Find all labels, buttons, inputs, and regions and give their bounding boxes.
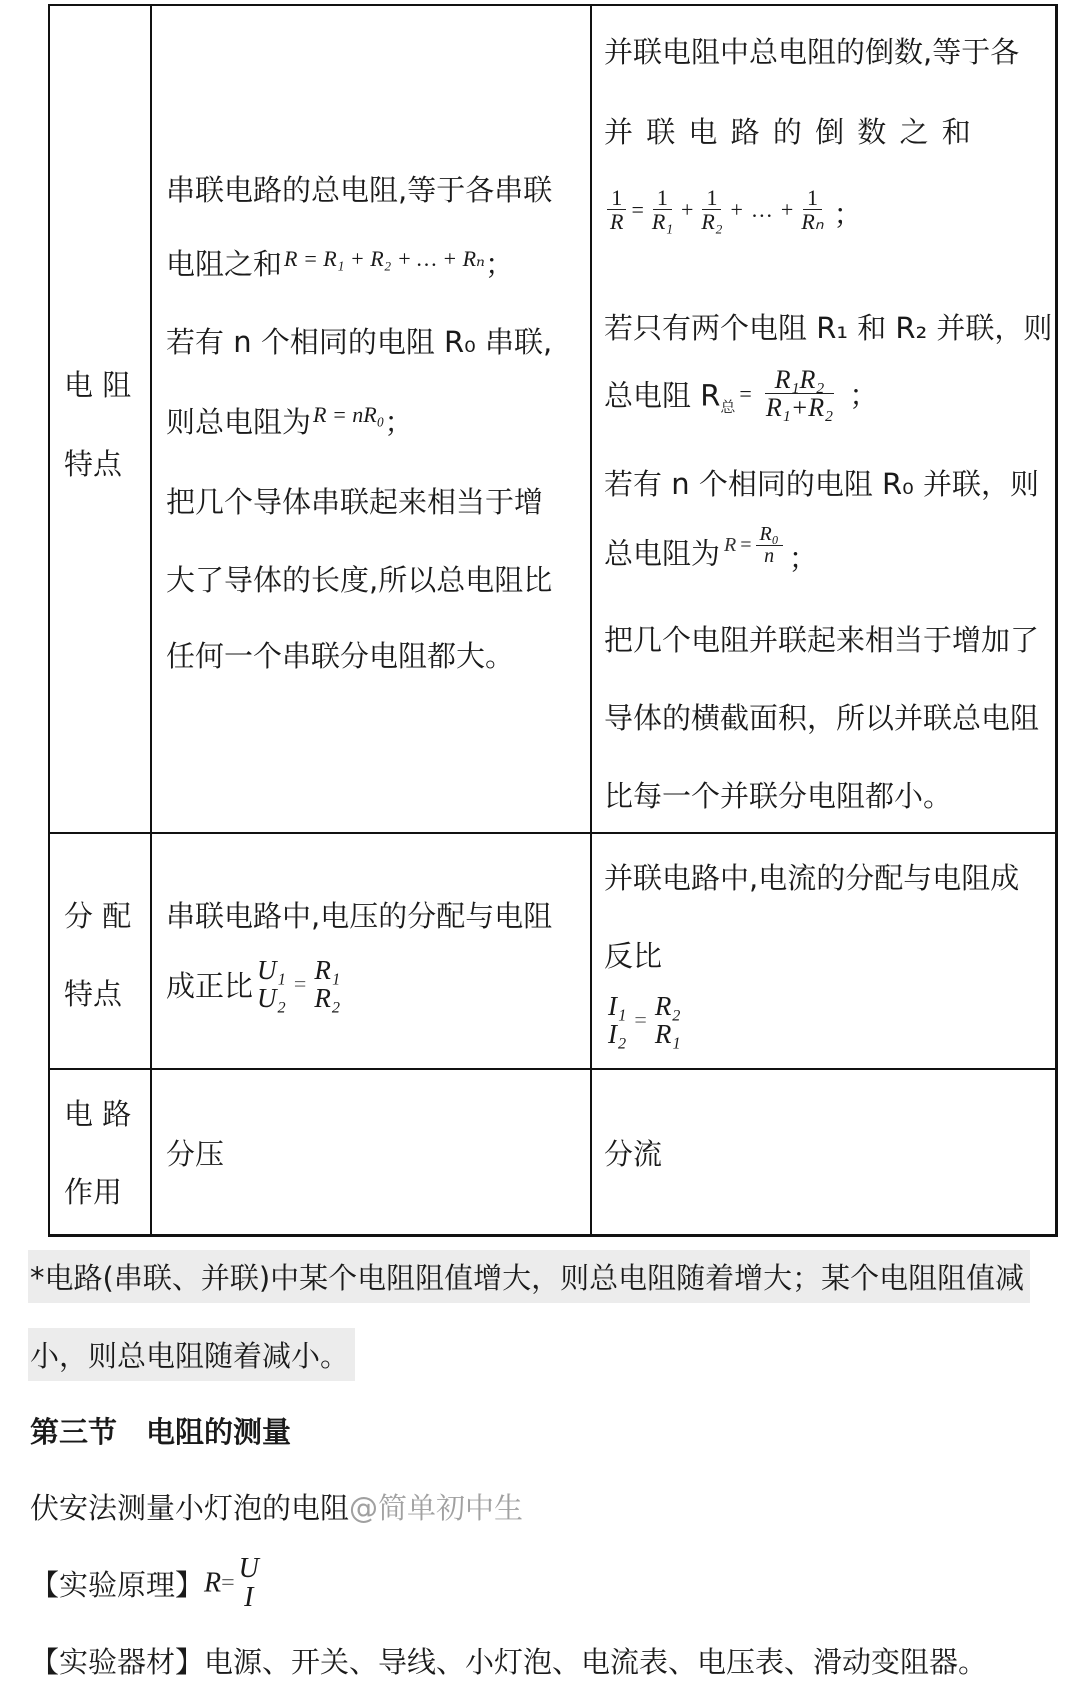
frac-1-over-R2: $\frac{1}{\text{R₂}}$ (701, 185, 723, 235)
table-border-right (1055, 4, 1058, 1236)
frac-U1-over-U2: U₁ U₂ (257, 955, 286, 1014)
frac-1-over-R: $\frac{1}{R}$ (606, 186, 627, 233)
parallel-distribution-formula: I₁ I₂ = R₂ R₁ (604, 992, 685, 1049)
series-function: 分压 (166, 1137, 225, 1171)
series-resistance-line4 (166, 400, 413, 441)
table-divider-row2 (48, 1068, 1058, 1070)
row-label-resistance-2: 特点 (64, 447, 123, 481)
parallel-reciprocal-semicolon: ； (833, 196, 863, 231)
parallel-n-text: 总电阻为 (604, 536, 721, 571)
row-label-function-2: 作用 (64, 1175, 123, 1209)
principle-eq: = (221, 1569, 235, 1596)
series-resistance-line2 (166, 242, 514, 283)
parallel-resistance-line9: 比每一个并联分电阻都小。 (604, 779, 953, 813)
parallel-resistance-line3: 若只有两个电阻 R₁ 和 R₂ 并联，则 (604, 311, 1053, 345)
series-distribution-line1: 串联电路中,电压的分配与电阻 (166, 899, 553, 933)
row-label-distribution-1: 分 配 (64, 899, 132, 933)
section-subtitle-line (30, 1486, 523, 1527)
table-divider-col1 (150, 4, 152, 1236)
series-resistance-line5: 把几个导体串联起来相当于增 (166, 485, 544, 519)
row-label-distribution-2: 特点 (64, 977, 123, 1011)
principle-label: 【实验原理】 (30, 1567, 205, 1602)
series-sum-text: 电阻之和 (166, 247, 283, 281)
series-distribution-line2: 成正比 U₁ U₂ = R₁ R₂ (166, 956, 344, 1013)
parallel-reciprocal-formula: $\frac{1}{R}$ = $\frac{1}{\text{R₁}}$ + $\frac{1}{\text{R₂}}$ + … + $\frac{1}{\text{Rₙ}}$ ； (606, 186, 863, 233)
row-label-function-1: 电 路 (64, 1097, 132, 1131)
parallel-resistance-line8: 导体的横截面积，所以并联总电阻 (604, 701, 1040, 735)
series-resistance-line7: 任何一个串联分电阻都大。 (166, 639, 515, 673)
parallel-two-text: 总电阻 R (604, 378, 721, 413)
parallel-resistance-line4: 总电阻 $R_总=$ $\frac{\text{R₁R₂}}{\text{R₁+R₂}}$ ； (604, 365, 879, 423)
principle-line (30, 1554, 263, 1613)
table-divider-row1 (48, 832, 1058, 834)
frac-R1-over-R2: R₁ R₂ (314, 955, 341, 1014)
row-label-resistance-1: 电 阻 (64, 368, 132, 402)
series-sum-semicolon: ； (484, 247, 514, 281)
section-subtitle: 伏安法测量小灯泡的电阻 (30, 1491, 350, 1525)
principle-R: R (204, 1567, 222, 1599)
equipment-text: 电源、开关、导线、小灯泡、电流表、电压表、滑动变阻器。 (204, 1645, 988, 1679)
frac-I1-over-I2: I₁ I₂ (608, 991, 627, 1050)
series-resistance-line1: 串联电路的总电阻,等于各串联 (166, 173, 553, 207)
series-resistance-line6: 大了导体的长度,所以总电阻比 (166, 563, 553, 597)
parallel-n-R: R (724, 534, 737, 556)
parallel-two-semicolon: ； (849, 378, 879, 413)
table-divider-col2 (590, 4, 592, 1236)
parallel-distribution-line1: 并联电路中,电流的分配与电阻成 (604, 861, 1020, 895)
table-border-left (48, 4, 50, 1236)
frac-U-over-I: U I (238, 1553, 259, 1614)
series-dist-text: 成正比 (166, 968, 254, 1003)
parallel-two-sub: 总 (720, 397, 736, 416)
frac-R2-over-R1: R₂ R₁ (654, 991, 681, 1050)
series-n-text: 则总电阻为 (166, 405, 312, 439)
series-n-semicolon: ； (384, 405, 414, 439)
frac-1-over-Rn: $\frac{1}{\text{Rₙ}}$ (801, 185, 824, 235)
parallel-function: 分流 (604, 1137, 663, 1171)
parallel-resistance-line2: 并 联 电 路 的 倒 数 之 和 (604, 115, 973, 149)
frac-1-over-R1: $\frac{1}{\text{R₁}}$ (651, 185, 673, 235)
parallel-distribution-line2: 反比 (604, 939, 663, 973)
parallel-n-semicolon: ； (788, 540, 818, 575)
table-border-bottom (48, 1234, 1058, 1237)
frac-R0-over-n: $\frac{\text{R₀}}{n}$ (756, 524, 783, 567)
watermark: @简单初中生 (349, 1491, 524, 1525)
series-sum-formula: R = R₁ + R₂ + … + Rₙ (284, 246, 485, 271)
parallel-resistance-line5: 若有 n 个相同的电阻 R₀ 并联，则 (604, 467, 1040, 501)
note-line-1: *电路(串联、并联)中某个电阻阻值增大，则总电阻随着增大；某个电阻阻值减 (28, 1250, 1030, 1303)
frac-two-resistors: $\frac{\text{R₁R₂}}{\text{R₁+R₂}}$ (765, 365, 834, 423)
parallel-resistance-line7: 把几个电阻并联起来相当于增加了 (604, 623, 1040, 657)
section-title: 第三节 电阻的测量 (30, 1415, 292, 1449)
series-resistance-line3: 若有 n 个相同的电阻 R₀ 串联, (166, 325, 553, 359)
equipment-label: 【实验器材】 (30, 1645, 205, 1679)
table-border-top (48, 4, 1058, 6)
equipment-line (30, 1640, 987, 1681)
series-n-formula: R = nR₀ (313, 402, 385, 427)
note-line-2: 小，则总电阻随着减小。 (28, 1328, 355, 1381)
parallel-resistance-line1: 并联电阻中总电阻的倒数,等于各 (604, 35, 1020, 69)
parallel-resistance-line6: 总电阻为 R = $\frac{\text{R₀}}{n}$ ； (604, 523, 818, 575)
